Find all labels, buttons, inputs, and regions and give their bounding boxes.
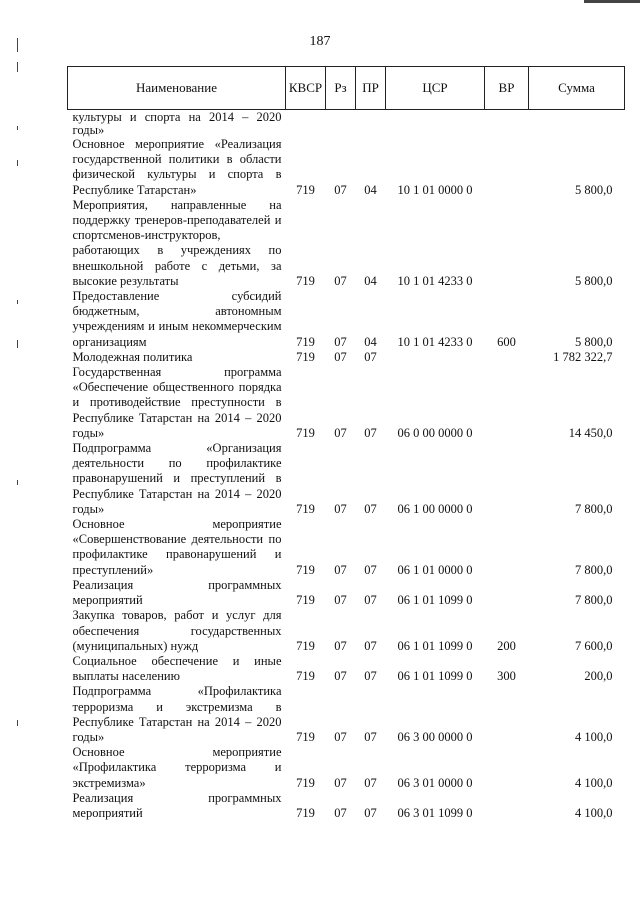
row-sum: 5 800,0 <box>575 182 613 197</box>
row-kvsr: 719 <box>296 349 315 364</box>
row-csr: 06 0 00 0000 0 <box>397 425 473 440</box>
row-csr: 10 1 01 0000 0 <box>397 182 473 197</box>
row-csr: 10 1 01 4233 0 <box>397 273 473 288</box>
row-vr <box>485 198 529 289</box>
scan-mark-left-2 <box>17 62 18 72</box>
scan-mark-left-8 <box>17 720 18 726</box>
row-name: Реализация программных мероприятий <box>72 790 282 820</box>
row-kvsr: 719 <box>296 775 315 790</box>
header-sum: Сумма <box>529 67 625 110</box>
row-pr: 04 <box>364 334 377 349</box>
row-name: культуры и спорта на 2014 – 2020 годы» <box>72 110 282 137</box>
row-kvsr: 719 <box>296 273 315 288</box>
budget-table <box>67 66 625 821</box>
row-csr: 06 1 01 1099 0 <box>397 593 473 608</box>
row-pr: 07 <box>364 775 377 790</box>
row-rz: 07 <box>334 805 347 820</box>
row-name: Реализация программных мероприятий <box>72 577 282 608</box>
row-csr: 10 1 01 4233 0 <box>397 334 473 349</box>
row-pr: 07 <box>364 425 377 440</box>
row-csr <box>386 110 485 138</box>
row-csr: 06 3 01 0000 0 <box>397 775 473 790</box>
row-kvsr: 719 <box>296 562 315 577</box>
row-csr: 06 3 01 1099 0 <box>397 805 473 820</box>
row-pr <box>356 110 386 138</box>
table-row <box>68 791 625 821</box>
row-pr: 07 <box>364 805 377 820</box>
row-csr: 06 3 00 0000 0 <box>397 729 473 744</box>
scan-mark-left-4 <box>17 160 18 166</box>
header-csr: ЦСР <box>386 67 485 110</box>
row-rz: 07 <box>334 593 347 608</box>
row-vr: 200 <box>497 638 516 653</box>
row-name: Социальное обеспечение и иные выплаты населению <box>72 653 282 684</box>
row-name: Закупка товаров, работ и услуг для обеспечения государственных (муниципальных) нужд <box>72 608 282 653</box>
row-vr <box>485 684 529 745</box>
row-sum: 7 600,0 <box>575 638 613 653</box>
row-csr: 06 1 01 1099 0 <box>397 669 473 684</box>
row-sum: 200,0 <box>584 669 613 684</box>
scan-mark-left-3 <box>17 126 18 130</box>
row-pr: 07 <box>364 593 377 608</box>
row-pr: 07 <box>364 562 377 577</box>
row-pr: 07 <box>364 638 377 653</box>
scan-mark-left-6 <box>17 340 18 348</box>
scan-mark-left-5 <box>17 300 18 304</box>
table-row <box>68 441 625 517</box>
row-sum: 7 800,0 <box>575 562 613 577</box>
row-rz: 07 <box>334 425 347 440</box>
table-row <box>68 517 625 578</box>
row-kvsr: 719 <box>296 669 315 684</box>
table-row <box>68 745 625 791</box>
row-kvsr: 719 <box>296 638 315 653</box>
row-vr <box>485 791 529 821</box>
row-rz: 07 <box>334 669 347 684</box>
row-name: Подпрограмма «Организация деятельности по профилактике правонарушений и преступлений в Республике Татарстан на 2014 – 2020 годы» <box>72 441 282 516</box>
row-vr <box>485 745 529 791</box>
table-row <box>68 608 625 654</box>
table-row <box>68 350 625 365</box>
header-name: Наименование <box>68 67 286 110</box>
row-rz: 07 <box>334 273 347 288</box>
table-row <box>68 365 625 441</box>
row-vr: 600 <box>497 334 516 349</box>
row-sum: 14 450,0 <box>568 425 613 440</box>
row-rz: 07 <box>334 334 347 349</box>
table-row <box>68 110 625 138</box>
table-row <box>68 289 625 350</box>
row-kvsr: 719 <box>296 593 315 608</box>
row-pr: 07 <box>364 349 377 364</box>
row-rz: 07 <box>334 349 347 364</box>
row-rz <box>326 110 356 138</box>
row-sum: 1 782 322,7 <box>553 349 613 364</box>
row-rz: 07 <box>334 638 347 653</box>
row-kvsr: 719 <box>296 805 315 820</box>
row-sum: 5 800,0 <box>575 273 613 288</box>
header-kvsr: КВСР <box>286 67 326 110</box>
header-pr: ПР <box>356 67 386 110</box>
row-name: Основное мероприятие «Совершенствование деятельности по профилактике правонарушений и преступлений» <box>72 517 282 577</box>
row-pr: 04 <box>364 273 377 288</box>
row-csr <box>386 350 485 365</box>
table-row <box>68 684 625 745</box>
row-name: Молодежная политика <box>72 349 193 364</box>
row-vr <box>485 517 529 578</box>
row-rz: 07 <box>334 562 347 577</box>
scan-mark-top-right <box>584 0 640 3</box>
row-rz: 07 <box>334 182 347 197</box>
row-sum: 7 800,0 <box>575 593 613 608</box>
row-vr <box>485 365 529 441</box>
row-name: Подпрограмма «Профилактика терроризма и экстремизма в Республике Татарстан на 2014 – 2020 годы» <box>72 684 282 744</box>
row-kvsr <box>286 110 326 138</box>
row-kvsr: 719 <box>296 425 315 440</box>
row-name: Государственная программа «Обеспечение общественного порядка и противодействие преступности в Республике Татарстан на 2014 – 2020 годы» <box>72 365 282 440</box>
page-number: 187 <box>309 34 331 49</box>
row-vr <box>485 350 529 365</box>
row-rz: 07 <box>334 501 347 516</box>
table-header-row <box>68 67 625 110</box>
row-vr <box>485 441 529 517</box>
row-pr: 04 <box>364 182 377 197</box>
row-sum: 4 100,0 <box>575 775 613 790</box>
row-kvsr: 719 <box>296 334 315 349</box>
row-vr <box>485 110 529 138</box>
row-csr: 06 1 01 0000 0 <box>397 562 473 577</box>
row-vr: 300 <box>497 669 516 684</box>
table-row <box>68 578 625 608</box>
scan-mark-left-7 <box>17 480 18 485</box>
row-sum: 5 800,0 <box>575 334 613 349</box>
row-name: Предоставление субсидий бюджетным, автономным учреждениям и иным некоммерческим организациям <box>72 289 282 349</box>
row-csr: 06 1 01 1099 0 <box>397 638 473 653</box>
row-csr: 06 1 00 0000 0 <box>397 501 473 516</box>
row-pr: 07 <box>364 669 377 684</box>
row-kvsr: 719 <box>296 729 315 744</box>
row-sum: 7 800,0 <box>575 501 613 516</box>
row-vr <box>485 137 529 198</box>
row-rz: 07 <box>334 729 347 744</box>
header-rz: Рз <box>326 67 356 110</box>
row-vr <box>485 578 529 608</box>
table-row <box>68 654 625 684</box>
row-pr: 07 <box>364 501 377 516</box>
row-pr: 07 <box>364 729 377 744</box>
row-name: Основное мероприятие «Профилактика терроризма и экстремизма» <box>72 745 282 790</box>
row-sum <box>529 110 625 138</box>
table-row <box>68 137 625 198</box>
row-name: Основное мероприятие «Реализация государственной политики в области физической культуры и спорта в Республике Татарстан» <box>72 137 282 197</box>
row-sum: 4 100,0 <box>575 729 613 744</box>
row-sum: 4 100,0 <box>575 805 613 820</box>
row-name: Мероприятия, направленные на поддержку тренеров-преподавателей и спортсменов-инструкторов, работающих в учреждениях по внешкольной работе с детьми, за высокие результаты <box>72 197 282 288</box>
header-vr: ВР <box>485 67 529 110</box>
table-row <box>68 198 625 289</box>
row-kvsr: 719 <box>296 501 315 516</box>
row-rz: 07 <box>334 775 347 790</box>
row-kvsr: 719 <box>296 182 315 197</box>
